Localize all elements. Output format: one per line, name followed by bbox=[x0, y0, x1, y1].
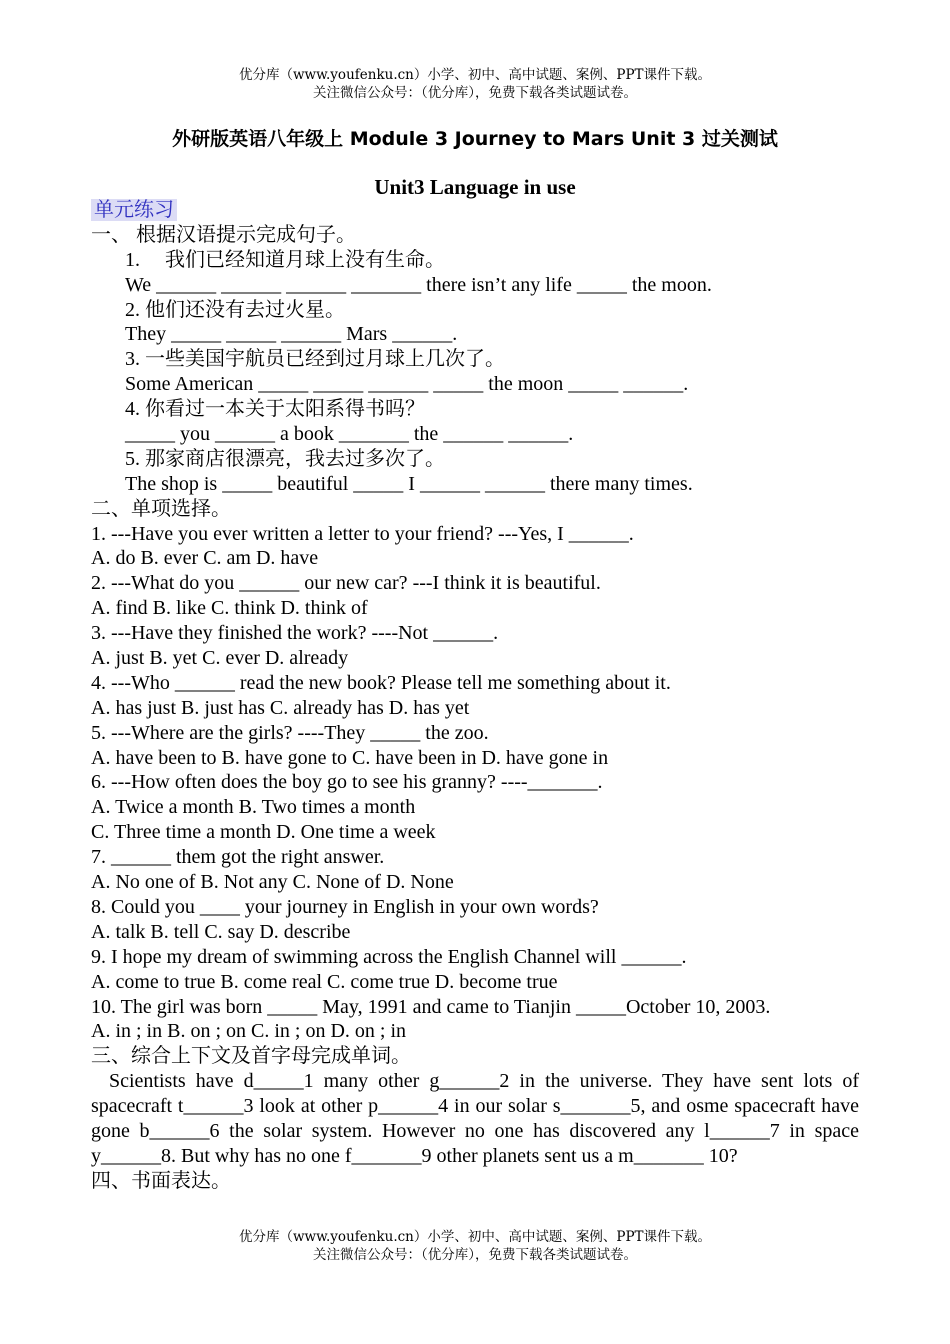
s2-q5: 5. ---Where are the girls? ----They _____ the zoo. bbox=[91, 721, 489, 744]
s2-q10: 10. The girl was born _____ May, 1991 and came to Tianjin _____October 10, 2003. bbox=[91, 995, 771, 1018]
document-subtitle: Unit3 Language in use bbox=[374, 175, 576, 199]
s2-q9: 9. I hope my dream of swimming across the English Channel will ______. bbox=[91, 945, 687, 968]
s2-q10-options: A. in ; in B. on ; on C. in ; on D. on ; in bbox=[91, 1020, 407, 1043]
page-footer bbox=[0, 1228, 950, 1264]
s2-q9-options: A. come to true B. come real C. come true D. become true bbox=[91, 970, 558, 993]
s2-q4-options: A. has just B. just has C. already has D. has yet bbox=[91, 696, 470, 719]
section2-heading: 二、单项选择。 bbox=[91, 497, 231, 520]
s2-q8-options: A. talk B. tell C. say D. describe bbox=[91, 920, 351, 943]
s1-item4-en: _____ you ______ a book _______ the ______ ______. bbox=[125, 423, 574, 446]
s2-q2-options: A. find B. like C. think D. think of bbox=[91, 597, 368, 620]
s2-q1-options: A. do B. ever C. am D. have bbox=[91, 547, 319, 570]
s1-item1-en: We ______ ______ ______ _______ there isn’t any life _____ the moon. bbox=[125, 273, 712, 296]
s2-q6: 6. ---How often does the boy go to see his granny? ----_______. bbox=[91, 771, 603, 794]
document-body bbox=[91, 198, 859, 1194]
s1-item3-en: Some American _____ _____ ______ _____ the moon _____ ______. bbox=[125, 373, 689, 396]
s2-q7: 7. ______ them got the right answer. bbox=[91, 846, 385, 869]
s1-item2-cn: 2. 他们还没有去过火星。 bbox=[125, 298, 345, 321]
s1-item1-cn: 1. 我们已经知道月球上没有生命。 bbox=[125, 248, 445, 271]
section3-passage: Scientists have d_____1 many other g______2 in the universe. They have sent lots of spacecraft t______3 look at other p______4 in our solar s_______5, and osme spacecraft have gone b______6 the solar system. However no one has discovered any l______7 in space y______8. But why has no one f_______9 other planets sent us a m_______ 10? bbox=[91, 1070, 859, 1168]
section1-heading: 一、 根据汉语提示完成句子。 bbox=[91, 223, 356, 246]
header-line-1: 优分库（www.youfenku.cn）小学、初中、高中试题、案例、PPT课件下载。 bbox=[238, 67, 712, 83]
page-header bbox=[0, 66, 950, 102]
s2-q7-options: A. No one of B. Not any C. None of D. None bbox=[91, 871, 454, 894]
s2-q8: 8. Could you ____ your journey in English in your own words? bbox=[91, 895, 599, 918]
s1-item4-cn: 4. 你看过一本关于太阳系得书吗？ bbox=[125, 398, 425, 421]
s1-item2-en: They _____ _____ ______ Mars ______. bbox=[125, 323, 458, 346]
s2-q3-options: A. just B. yet C. ever D. already bbox=[91, 647, 349, 670]
unit-label: 单元练习 bbox=[91, 199, 177, 221]
s2-q6-options-b: C. Three time a month D. One time a week bbox=[91, 821, 436, 844]
unit-label-line bbox=[91, 198, 859, 223]
section4-heading: 四、书面表达。 bbox=[91, 1170, 231, 1193]
s2-q5-options: A. have been to B. have gone to C. have been in D. have gone in bbox=[91, 746, 609, 769]
header-line-2: 关注微信公众号：（优分库），免费下载各类试题试卷。 bbox=[313, 85, 637, 101]
s2-q4: 4. ---Who ______ read the new book? Please tell me something about it. bbox=[91, 671, 671, 694]
document-title: 外研版英语八年级上 Module 3 Journey to Mars Unit 3 过关测试 bbox=[172, 128, 778, 150]
section3-heading: 三、综合上下文及首字母完成单词。 bbox=[91, 1045, 411, 1068]
footer-line-1: 优分库（www.youfenku.cn）小学、初中、高中试题、案例、PPT课件下载。 bbox=[238, 1229, 712, 1245]
footer-line-2: 关注微信公众号：（优分库），免费下载各类试题试卷。 bbox=[313, 1247, 637, 1263]
s2-q2: 2. ---What do you ______ our new car? ---I think it is beautiful. bbox=[91, 572, 601, 595]
s1-item5-cn: 5. 那家商店很漂亮，我去过多次了。 bbox=[125, 447, 445, 470]
s2-q6-options-a: A. Twice a month B. Two times a month bbox=[91, 796, 416, 819]
s1-item5-en: The shop is _____ beautiful _____ I ______ ______ there many times. bbox=[125, 472, 693, 495]
s2-q3: 3. ---Have they finished the work? ----Not ______. bbox=[91, 622, 499, 645]
s1-item3-cn: 3. 一些美国宇航员已经到过月球上几次了。 bbox=[125, 348, 505, 371]
s2-q1: 1. ---Have you ever written a letter to your friend? ---Yes, I ______. bbox=[91, 522, 634, 545]
